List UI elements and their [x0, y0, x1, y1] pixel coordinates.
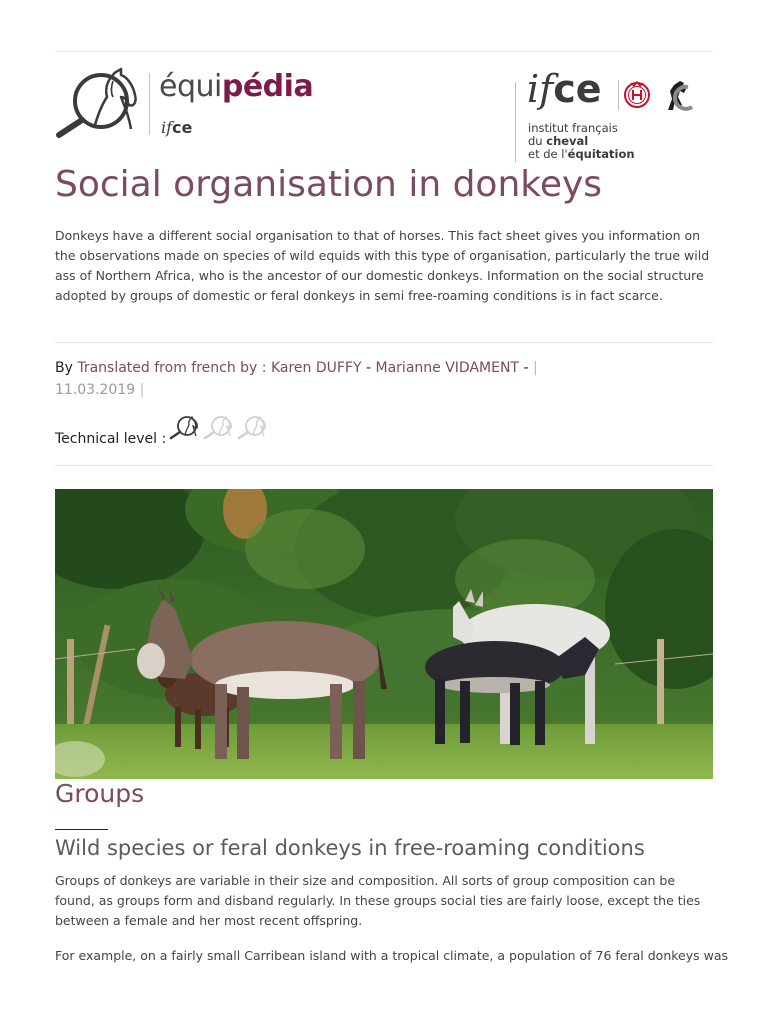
ifce-separator [618, 80, 619, 110]
by-label: By [55, 360, 73, 376]
sub-bold: ce [172, 118, 193, 137]
paragraph: Groups of donkeys are variable in their size and composition. All sorts of group composition can be found, as groups form and disband regularly. In these groups social ties are fairly loose, except the ties between a female and her most recent offspring. [55, 873, 701, 928]
ifce-line2-pre: du [528, 134, 547, 148]
publication-date: 11.03.2019 [55, 382, 136, 398]
ifce-line2-bold: cheval [546, 134, 589, 148]
site-header [55, 62, 713, 162]
ifce-italic: if [527, 67, 554, 111]
page-title: Social organisation in donkeys [55, 164, 603, 205]
section-underline [55, 829, 108, 830]
author-separator: - [523, 360, 529, 376]
divider [55, 342, 713, 343]
equipedia-ifce-sub [161, 118, 192, 137]
equipedia-logo[interactable] [55, 67, 325, 142]
ifce-line1: institut français [528, 121, 618, 135]
author-link-translator[interactable]: Translated from french by : Karen DUFFY [77, 360, 362, 376]
article-intro: Donkeys have a different social organisation to that of horses. This fact sheet gives you information on the observations made on species of wild equids with this type of organisation, particularly the true wild ass of Northern Africa, who is the ancestor of our domestic donkeys. Information on the social structure adopted by groups of domestic or feral donkeys in semi free-roaming conditions is in fact scarce. [55, 228, 710, 303]
donkeys-photo [55, 489, 713, 779]
top-divider [55, 51, 713, 52]
haras-badge-icon [622, 80, 652, 110]
ifce-line3-bold: équitation [567, 147, 635, 161]
ifce-line3 [528, 148, 635, 161]
ifce-bold: ce [553, 67, 602, 111]
technical-level-label: Technical level : [55, 431, 167, 447]
divider [55, 465, 713, 466]
section-title-groups: Groups [55, 779, 145, 808]
ifce-line3-pre: et de l' [528, 147, 568, 161]
byline-pipe: | [532, 360, 538, 376]
ifce-institution-text [528, 122, 635, 161]
magnifier-horse-icon [55, 67, 141, 139]
technical-level-icon-inactive [203, 414, 235, 440]
technical-level-icon-active [169, 414, 201, 440]
wordmark-part1: équi [159, 69, 222, 104]
wordmark-part2: pédia [221, 69, 314, 104]
logo-divider [149, 73, 150, 135]
rearing-horse-icon [660, 77, 696, 113]
ifce-wordmark [527, 67, 602, 111]
ifce-logo[interactable] [514, 68, 704, 162]
technical-level-icon-inactive [237, 414, 269, 440]
article-byline [55, 357, 615, 401]
byline-pipe: | [139, 382, 145, 398]
equipedia-wordmark [159, 69, 313, 104]
paragraph: For example, on a fairly small Carribean island with a tropical climate, a population of 76 feral donkeys was [55, 948, 729, 963]
author-separator: - [366, 360, 372, 376]
subsection-title: Wild species or feral donkeys in free-roaming conditions [55, 836, 645, 860]
author-link-vidament[interactable]: Marianne VIDAMENT [375, 360, 519, 376]
sub-italic: if [161, 118, 173, 137]
ifce-divider [515, 82, 516, 162]
